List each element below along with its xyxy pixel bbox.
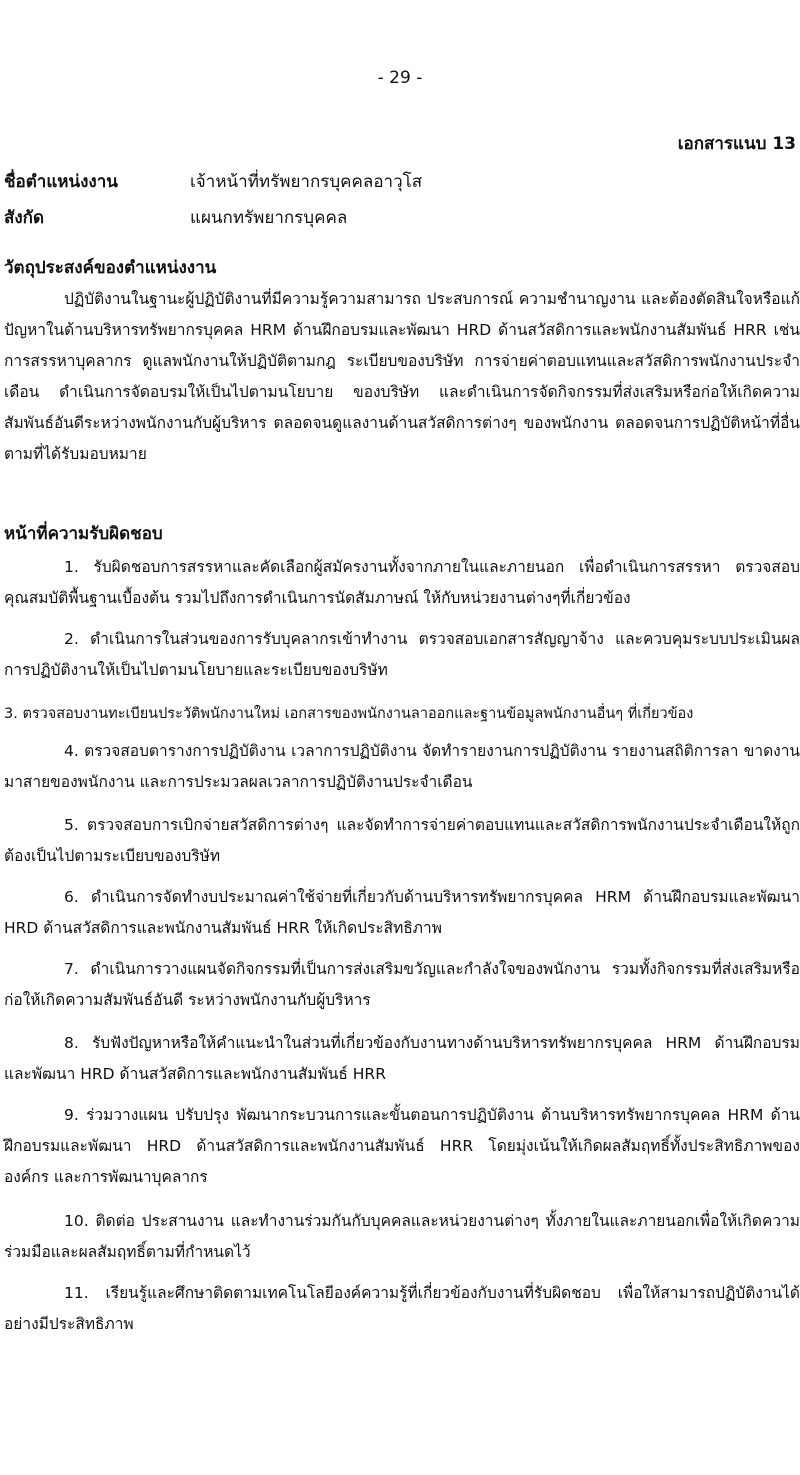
department-label: สังกัด (4, 208, 45, 228)
department-value: แผนกทรัพยากรบุคคล (190, 208, 348, 228)
duty-text: 10. ติดต่อ ประสานงาน และทำงานร่วมกันกับบุคคลและหน่วยงานต่างๆ ทั้งภายในและภายนอกเพื่อให้เกิดความร่วมมือและผลสัมฤทธิ์ตามที่กำหนดไว้ (4, 1212, 800, 1261)
position-label: ชื่อตำแหน่งงาน (4, 172, 118, 192)
duty-item (4, 552, 800, 614)
duty-item (4, 1278, 800, 1340)
duty-text: 5. ตรวจสอบการเบิกจ่ายสวัสดิการต่างๆ และจัดทำการจ่ายค่าตอบแทนและสวัสดิการพนักงานประจำเดือนให้ถูกต้องเป็นไปตามระเบียบของบริษัท (4, 816, 800, 865)
objective-text: ปฏิบัติงานในฐานะผู้ปฏิบัติงานที่มีความรู้ความสามารถ ประสบการณ์ ความชำนาญงาน และต้องตัดสินใจหรือแก้ปัญหาในด้านบริหารทรัพยากรบุคคล HRM ด้านฝึกอบรมและพัฒนา HRD ด้านสวัสดิการและพนักงานสัมพันธ์ HRR เช่น การสรรหาบุคลากร ดูแลพนักงานให้ปฏิบัติตามกฎ ระเบียบของบริษัท การจ่ายค่าตอบแทนและสวัสดิการพนักงานประจำเดือน ดำเนินการจัดอบรมให้เป็นไปตามนโยบาย ของบริษัท และดำเนินการจัดกิจกรรมที่ส่งเสริมหรือก่อให้เกิดความสัมพันธ์อันดีระหว่างพนักงานกับผู้บริหาร ตลอดจนดูแลงานด้านสวัสดิการต่างๆ ของพนักงาน ตลอดจนการปฏิบัติหน้าที่อื่นตามที่ได้รับมอบหมาย (4, 290, 800, 463)
duty-item (4, 736, 800, 798)
duty-text: 2. ดำเนินการในส่วนของการรับบุคลากรเข้าทำงาน ตรวจสอบเอกสารสัญญาจ้าง และควบคุมระบบประเมินผลการปฏิบัติงานให้เป็นไปตามนโยบายและระเบียบของบริษัท (4, 630, 800, 679)
duty-text: 4. ตรวจสอบตารางการปฏิบัติงาน เวลาการปฏิบัติงาน จัดทำรายงานการปฏิบัติงาน รายงานสถิติการลา ขาดงาน มาสายของพนักงาน และการประมวลผลเวลาการปฏิบัติงานประจำเดือน (4, 742, 800, 791)
duty-item (4, 1206, 800, 1268)
duty-item (4, 954, 800, 1016)
objective-paragraph (4, 284, 800, 470)
duty-text: 6. ดำเนินการจัดทำงบประมาณค่าใช้จ่ายที่เกี่ยวกับด้านบริหารทรัพยากรบุคคล HRM ด้านฝึกอบรมและพัฒนา HRD ด้านสวัสดิการและพนักงานสัมพันธ์ HRR ให้เกิดประสิทธิภาพ (4, 888, 800, 937)
position-row (4, 168, 422, 195)
objective-heading: วัตถุประสงค์ของตำแหน่งงาน (4, 258, 217, 278)
duty-item (4, 882, 800, 944)
duty-text: 1. รับผิดชอบการสรรหาและคัดเลือกผู้สมัครงานทั้งจากภายในและภายนอก เพื่อดำเนินการสรรหา ตรวจสอบคุณสมบัติพื้นฐานเบื้องต้น รวมไปถึงการดำเนินการนัดสัมภาษณ์ ให้กับหน่วยงานต่างๆที่เกี่ยวข้อง (4, 558, 800, 607)
duty-item (4, 624, 800, 686)
duty-item (4, 698, 800, 730)
attachment-label: เอกสารแนบ 13 (677, 134, 796, 154)
duty-text: 11. เรียนรู้และศึกษาติดตามเทคโนโลยีองค์ความรู้ที่เกี่ยวข้องกับงานที่รับผิดชอบ เพื่อให้สามารถปฏิบัติงานได้อย่างมีประสิทธิภาพ (4, 1284, 800, 1333)
duty-item (4, 810, 800, 872)
duty-text: 9. ร่วมวางแผน ปรับปรุง พัฒนากระบวนการและขั้นตอนการปฏิบัติงาน ด้านบริหารทรัพยากรบุคคล HRM ด้านฝึกอบรมและพัฒนา HRD ด้านสวัสดิการและพนักงานสัมพันธ์ HRR โดยมุ่งเน้นให้เกิดผลสัมฤทธิ์ทั้งประสิทธิภาพขององค์กร และการพัฒนาบุคลากร (4, 1106, 800, 1186)
duty-text: 8. รับฟังปัญหาหรือให้คำแนะนำในส่วนที่เกี่ยวข้องกับงานทางด้านบริหารทรัพยากรบุคคล HRM ด้านฝึกอบรมและพัฒนา HRD ด้านสวัสดิการและพนักงานสัมพันธ์ HRR (4, 1034, 800, 1083)
page-number: - 29 - (377, 68, 423, 88)
duty-text: 3. ตรวจสอบงานทะเบียนประวัติพนักงานใหม่ เอกสารของพนักงานลาออกและฐานข้อมูลพนักงานอื่นๆ ที่เกี่ยวข้อง (4, 706, 694, 722)
department-row (4, 204, 347, 231)
duty-item (4, 1028, 800, 1090)
duty-text: 7. ดำเนินการวางแผนจัดกิจกรรมที่เป็นการส่งเสริมขวัญและกำลังใจของพนักงาน รวมทั้งกิจกรรมที่ส่งเสริมหรือก่อให้เกิดความสัมพันธ์อันดี ระหว่างพนักงานกับผู้บริหาร (4, 960, 800, 1009)
position-value: เจ้าหน้าที่ทรัพยากรบุคคลอาวุโส (190, 172, 423, 192)
duty-item (4, 1100, 800, 1193)
duties-heading: หน้าที่ความรับผิดชอบ (4, 524, 163, 544)
